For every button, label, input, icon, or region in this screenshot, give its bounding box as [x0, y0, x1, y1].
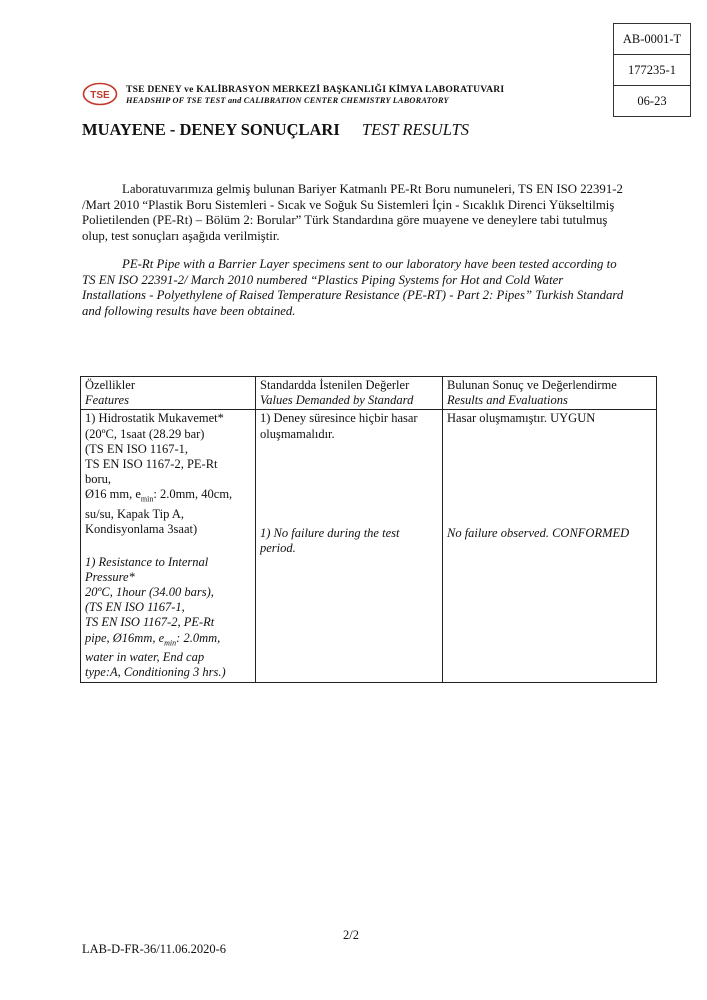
intro-paragraph-en: PE-Rt Pipe with a Barrier Layer specimens sent to our laboratory have been tested according to TS EN ISO 22391-2/ March 2010 numbered “Plastics Piping Systems for Hot and Cold Water Installations - Polyethylene of Raised Temperature Resistance (PE-RT) - Part 2: Pipes” Turkish Standard and following results have been obtained.: [82, 257, 624, 318]
report-code: AB-0001-T: [614, 24, 690, 55]
report-date-code: 06-23: [637, 94, 667, 108]
org-name-en: HEADSHIP OF TSE TEST and CALIBRATION CENTER CHEMISTRY LABORATORY: [126, 96, 449, 105]
title-tr: MUAYENE - DENEY SONUÇLARI: [82, 120, 340, 139]
svg-text:TSE: TSE: [90, 90, 110, 101]
cell-result: Hasar oluşmamıştır. UYGUN No failure observed. CONFORMED: [443, 410, 657, 682]
table-row: [81, 410, 657, 682]
page-number: 2/2: [343, 928, 359, 942]
intro-paragraph-tr: Laboratuvarımıza gelmiş bulunan Bariyer Katmanlı PE-Rt Boru numuneleri, TS EN ISO 22391-2 /Mart 2010 “Plastik Boru Sistemleri - Sıcak ve Soğuk Su Sistemleri İçin - Sıcaklık Direnci Yükseltilmiş Polietilenden (PE-Rt) – Bölüm 2: Borular” Türk Standardına göre muayene ve deneylere tabi tutulmuş olup, test sonuçları aşağıda verilmiştir.: [82, 182, 623, 243]
report-number: 177235-1: [614, 55, 690, 86]
results-table: [80, 376, 657, 683]
page-title: [82, 120, 469, 140]
tse-logo-icon: [82, 82, 118, 106]
organization-header: [126, 84, 504, 105]
header-values-demanded: Standardda İstenilen Değerler Values Demanded by Standard: [256, 377, 443, 410]
reference-box: [613, 23, 691, 117]
cell-feature: 1) Hidrostatik Mukavemet* (20ºC, 1saat (28.29 bar) (TS EN ISO 1167-1, TS EN ISO 1167-2, PE-Rt boru, Ø16 mm, $e_{min}$: 2.0mm, 40cm, su/su, Kapak Tip A, Kondisyonlama 3saat) 1) Resistance to Internal Pressure* 20ºC, 1hour (34.00 bars), (TS EN ISO 1167-1, TS EN ISO 1167-2, PE-Rt pipe, Ø16mm, $e_{min}$: 2.0mm, water in water, End cap type:A, Conditioning 3 hrs.): [81, 410, 256, 682]
form-number: LAB-D-FR-36/11.06.2020-6: [82, 942, 226, 956]
header-features: Özellikler Features: [81, 377, 256, 410]
org-name-tr: TSE DENEY ve KALİBRASYON MERKEZİ BAŞKANLIĞI KİMYA LABORATUVARI: [126, 84, 505, 95]
title-en: TEST RESULTS: [361, 120, 469, 139]
cell-demanded-values: 1) Deney süresince hiçbir hasar oluşmamalıdır. 1) No failure during the test period.: [256, 410, 443, 682]
table-header-row: [81, 377, 657, 410]
header-results: Bulunan Sonuç ve Değerlendirme Results and Evaluations: [443, 377, 657, 410]
